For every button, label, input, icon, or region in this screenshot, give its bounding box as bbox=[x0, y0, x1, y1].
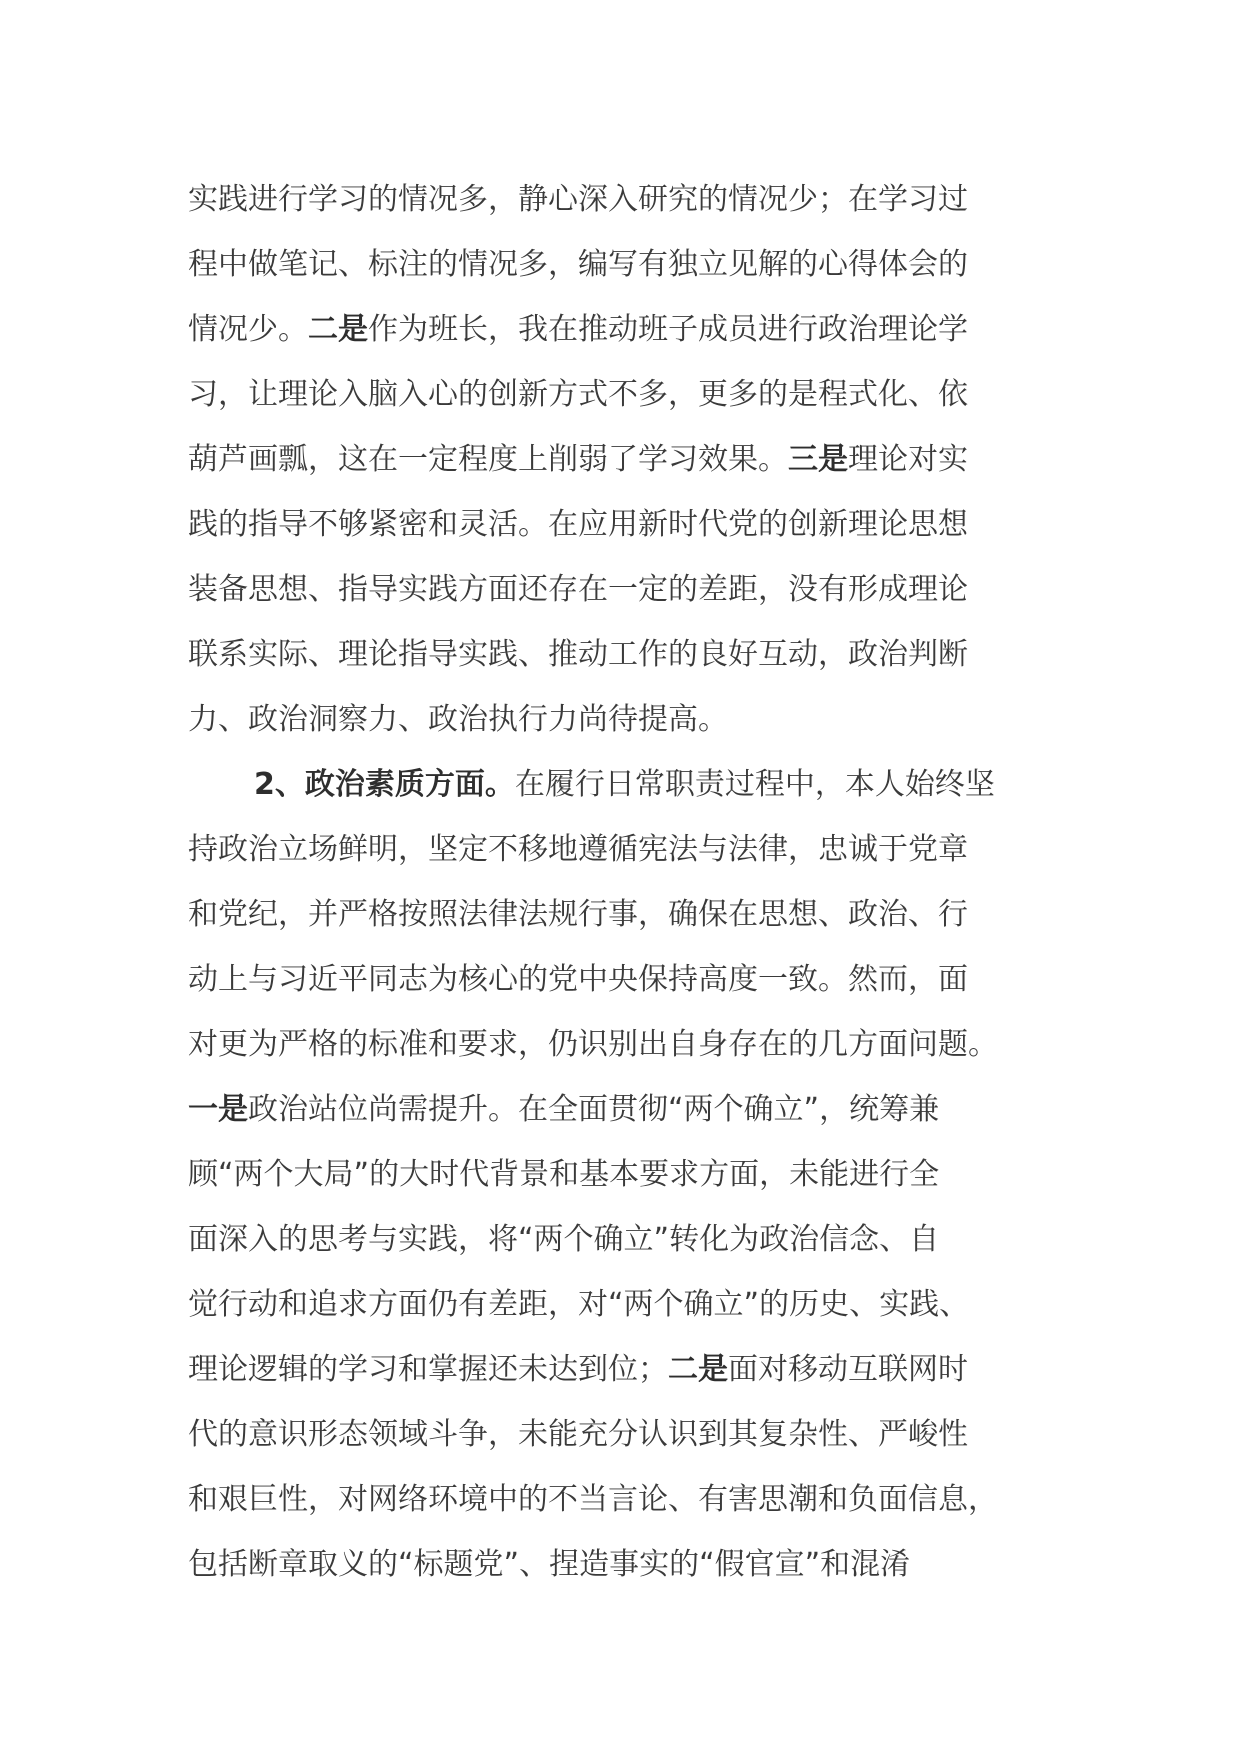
text-run: 装备思想、指导实践方面还存在一定的差距，没有形成理论 bbox=[188, 572, 968, 607]
ordinal-marker: 三是 bbox=[788, 442, 848, 477]
text-run: 面对移动互联网时 bbox=[728, 1352, 968, 1387]
body-text bbox=[188, 167, 1068, 1597]
text-run: 政治站位尚需提升。在全面贯彻“两个确立”，统筹兼 bbox=[248, 1092, 940, 1127]
text-run: 葫芦画瓢，这在一定程度上削弱了学习效果。 bbox=[188, 442, 788, 477]
text-run: 顾“两个大局”的大时代背景和基本要求方面，未能进行全 bbox=[188, 1157, 940, 1192]
text-line bbox=[188, 1142, 1068, 1207]
text-line bbox=[188, 687, 1068, 752]
text-run: 理论逻辑的学习和掌握还未达到位； bbox=[188, 1352, 668, 1387]
text-run: 践的指导不够紧密和灵活。在应用新时代党的创新理论思想 bbox=[188, 507, 968, 542]
ordinal-marker: 一是 bbox=[188, 1092, 248, 1127]
section-heading: 2、政治素质方面。 bbox=[254, 767, 515, 802]
text-line bbox=[188, 557, 1068, 622]
text-run: 在履行日常职责过程中，本人始终坚 bbox=[514, 767, 995, 802]
text-run: 作为班长，我在推动班子成员进行政治理论学 bbox=[368, 312, 968, 347]
text-run: 面深入的思考与实践，将“两个确立”转化为政治信念、自 bbox=[188, 1222, 940, 1257]
text-line bbox=[188, 1207, 1068, 1272]
text-line bbox=[188, 817, 1068, 882]
text-line bbox=[188, 232, 1068, 297]
text-run: 觉行动和追求方面仍有差距，对“两个确立”的历史、实践、 bbox=[188, 1287, 970, 1322]
text-run: 习，让理论入脑入心的创新方式不多，更多的是程式化、依 bbox=[188, 377, 968, 412]
text-line bbox=[188, 1402, 1068, 1467]
text-run: 和党纪，并严格按照法律法规行事，确保在思想、政治、行 bbox=[188, 897, 968, 932]
text-run: 持政治立场鲜明，坚定不移地遵循宪法与法律，忠诚于党章 bbox=[188, 832, 968, 867]
text-run: 代的意识形态领域斗争，未能充分认识到其复杂性、严峻性 bbox=[188, 1417, 968, 1452]
text-line bbox=[188, 1467, 1068, 1532]
text-run: 和艰巨性，对网络环境中的不当言论、有害思潮和负面信息， bbox=[188, 1482, 998, 1517]
text-run: 对更为严格的标准和要求，仍识别出自身存在的几方面问题。 bbox=[188, 1027, 998, 1062]
text-line bbox=[188, 882, 1068, 947]
text-line bbox=[188, 1272, 1068, 1337]
text-run: 情况少。 bbox=[188, 312, 308, 347]
text-line bbox=[188, 1012, 1068, 1077]
text-line bbox=[188, 492, 1068, 557]
text-line bbox=[188, 947, 1068, 1012]
text-run: 联系实际、理论指导实践、推动工作的良好互动，政治判断 bbox=[188, 637, 968, 672]
text-run: 实践进行学习的情况多，静心深入研究的情况少；在学习过 bbox=[188, 182, 968, 217]
text-line bbox=[188, 297, 1068, 362]
text-line bbox=[188, 427, 1068, 492]
text-run: 力、政治洞察力、政治执行力尚待提高。 bbox=[188, 702, 728, 737]
text-run: 程中做笔记、标注的情况多，编写有独立见解的心得体会的 bbox=[188, 247, 968, 282]
ordinal-marker: 二是 bbox=[308, 312, 368, 347]
ordinal-marker: 二是 bbox=[668, 1352, 728, 1387]
text-line bbox=[188, 1077, 1068, 1142]
text-run: 动上与习近平同志为核心的党中央保持高度一致。然而，面 bbox=[188, 962, 968, 997]
section-heading-line bbox=[188, 752, 1068, 817]
text-line bbox=[188, 167, 1068, 232]
text-line bbox=[188, 362, 1068, 427]
text-run: 理论对实 bbox=[848, 442, 968, 477]
text-run: 包括断章取义的“标题党”、捏造事实的“假官宣”和混淆 bbox=[188, 1547, 911, 1582]
text-line bbox=[188, 622, 1068, 687]
text-line bbox=[188, 1337, 1068, 1402]
text-line bbox=[188, 1532, 1068, 1597]
